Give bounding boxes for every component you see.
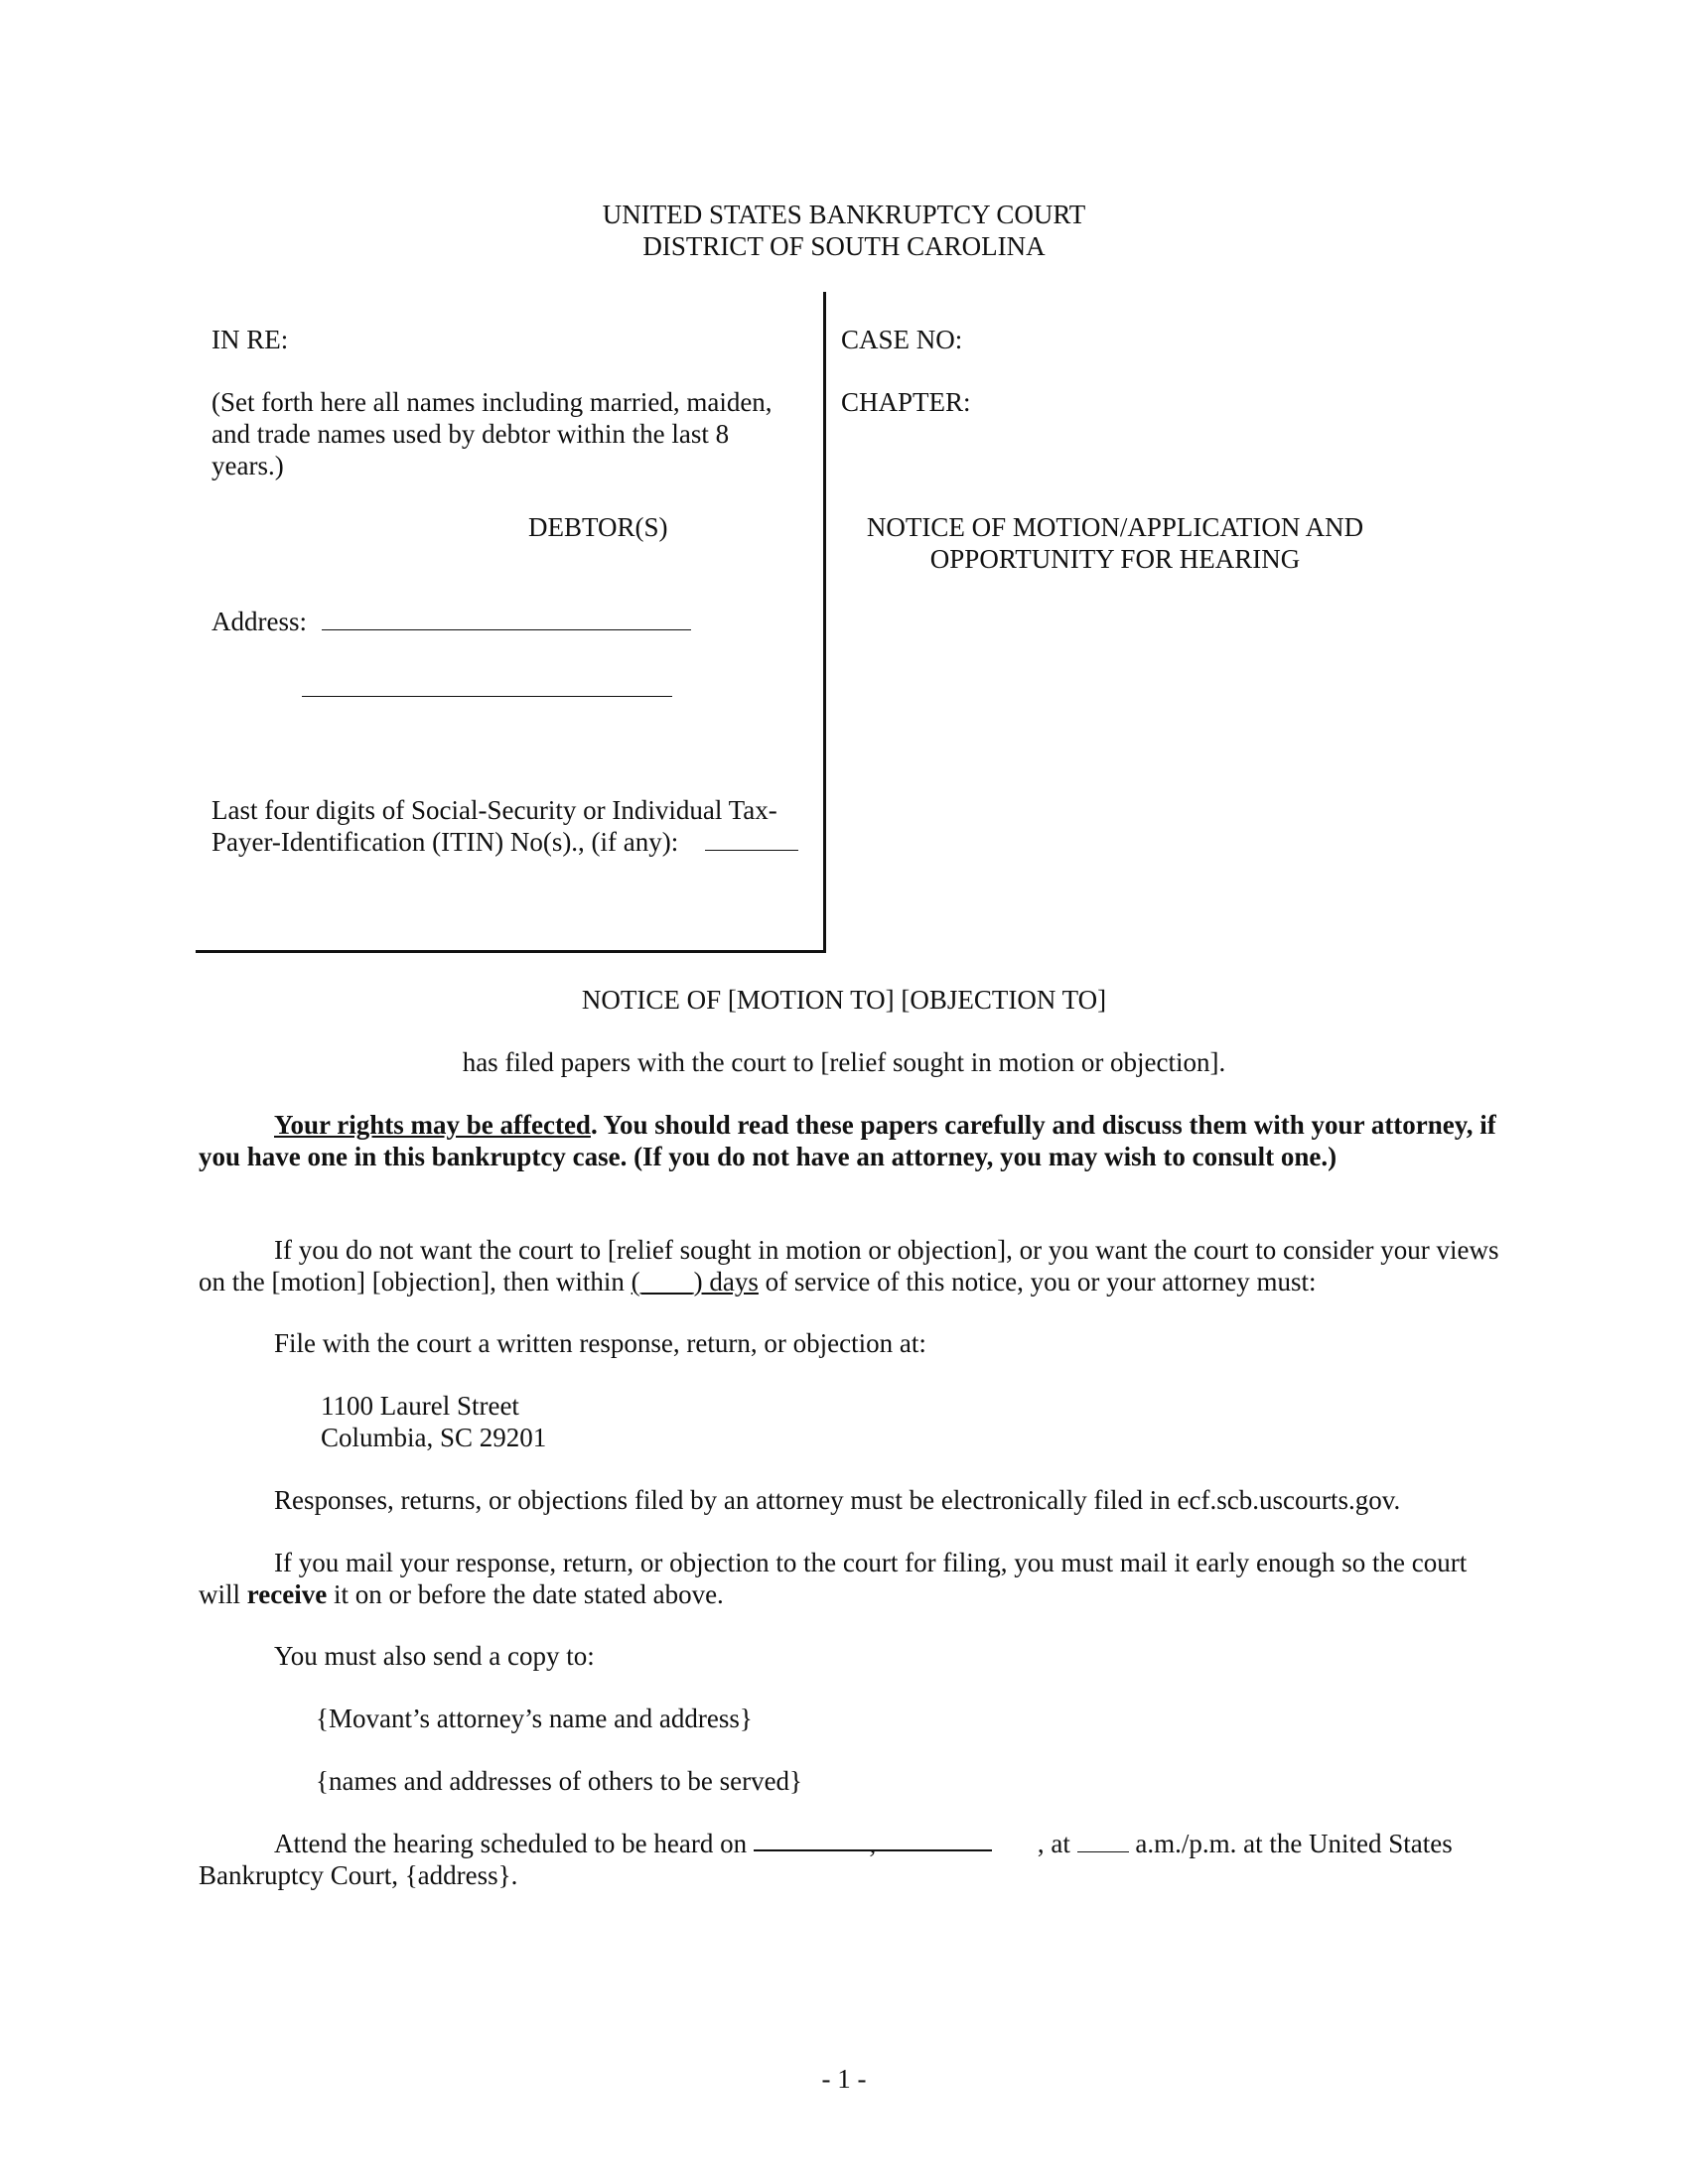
caption-horizontal-rule: [196, 950, 826, 953]
hearing-text-1: Attend the hearing scheduled to be heard on: [274, 1829, 754, 1858]
deadline-text-1: If you do not want the court to [relief sought in motion or objection], or you want the court to consider your views on the [motion] [objection], then within: [199, 1235, 1499, 1297]
hearing-time-field[interactable]: [1077, 1830, 1129, 1852]
in-re-label: IN RE:: [211, 325, 289, 354]
ssn-field[interactable]: [705, 828, 798, 851]
debtors-label: DEBTOR(S): [528, 512, 668, 542]
hearing-paragraph: [199, 1828, 1499, 1891]
hearing-text-2: a.m./p.m. at the United States Bankruptcy Court, {address}.: [199, 1829, 1453, 1890]
address-line-1-field[interactable]: [322, 608, 691, 630]
court-heading: [0, 199, 1688, 262]
address-line-2-row: [302, 672, 672, 704]
movant-attorney-placeholder: {Movant’s attorney’s name and address}: [316, 1704, 753, 1733]
chapter-label: CHAPTER:: [841, 387, 971, 417]
page-number: - 1 -: [821, 2064, 867, 2094]
caption-vertical-rule: [823, 292, 826, 953]
electronic-filing-line: Responses, returns, or objections filed by an attorney must be electronically filed in ecf.scb.uscourts.gov.: [274, 1485, 1401, 1515]
notice-title-line-2: OPPORTUNITY FOR HEARING: [929, 544, 1301, 574]
deadline-days-field[interactable]: (____) days: [631, 1267, 759, 1297]
hearing-date-field[interactable]: [754, 1828, 992, 1858]
file-with-instruction: File with the court a written response, return, or objection at:: [274, 1328, 926, 1358]
hearing-at-text: , at: [1037, 1829, 1077, 1858]
filed-line: has filed papers with the court to [relief sought in motion or objection].: [462, 1047, 1226, 1077]
ssn-text: Last four digits of Social-Security or Individual Tax-Payer-Identification (ITIN) No(s)., (if any):: [211, 795, 777, 857]
court-address: [321, 1390, 546, 1453]
mail-receive-emphasis: receive: [246, 1579, 328, 1609]
rights-rest: You should read these papers carefully and discuss them with your attorney, if you have one in this bankruptcy case. (If you do not have an attorney, you may wish to consult one.): [199, 1110, 1496, 1171]
mail-text-2: it on or before the date stated above.: [327, 1579, 724, 1609]
notice-title: [826, 511, 1404, 575]
notice-title-line-1: NOTICE OF MOTION/APPLICATION AND: [866, 512, 1364, 542]
others-served-placeholder: {names and addresses of others to be served}: [316, 1766, 803, 1796]
court-name: UNITED STATES BANKRUPTCY COURT: [602, 200, 1086, 229]
address-label: Address:: [211, 607, 307, 636]
address-row: [211, 606, 691, 637]
court-address-city: Columbia, SC 29201: [321, 1423, 547, 1452]
court-district: DISTRICT OF SOUTH CAROLINA: [642, 231, 1046, 261]
mail-text-1: If you mail your response, return, or objection to the court for filing, you must mail it early enough so the court will: [199, 1548, 1468, 1609]
address-line-2-field[interactable]: [302, 674, 672, 697]
rights-emphasis: Your rights may be affected: [274, 1110, 591, 1140]
court-address-street: 1100 Laurel Street: [321, 1391, 519, 1421]
mail-paragraph: [199, 1547, 1499, 1610]
rights-period: .: [590, 1110, 598, 1140]
ssn-block: [211, 794, 807, 858]
response-deadline-paragraph: [199, 1234, 1499, 1297]
notice-heading: NOTICE OF [MOTION TO] [OBJECTION TO]: [581, 985, 1107, 1015]
case-no-label: CASE NO:: [841, 325, 963, 354]
hearing-date-comma: ,: [869, 1829, 877, 1858]
deadline-text-2: of service of this notice, you or your attorney must:: [758, 1267, 1317, 1297]
names-instruction: (Set forth here all names including married, maiden, and trade names used by debtor within the last 8 years.): [211, 387, 773, 480]
rights-paragraph: [199, 1109, 1499, 1172]
copy-to-line: You must also send a copy to:: [274, 1641, 595, 1671]
